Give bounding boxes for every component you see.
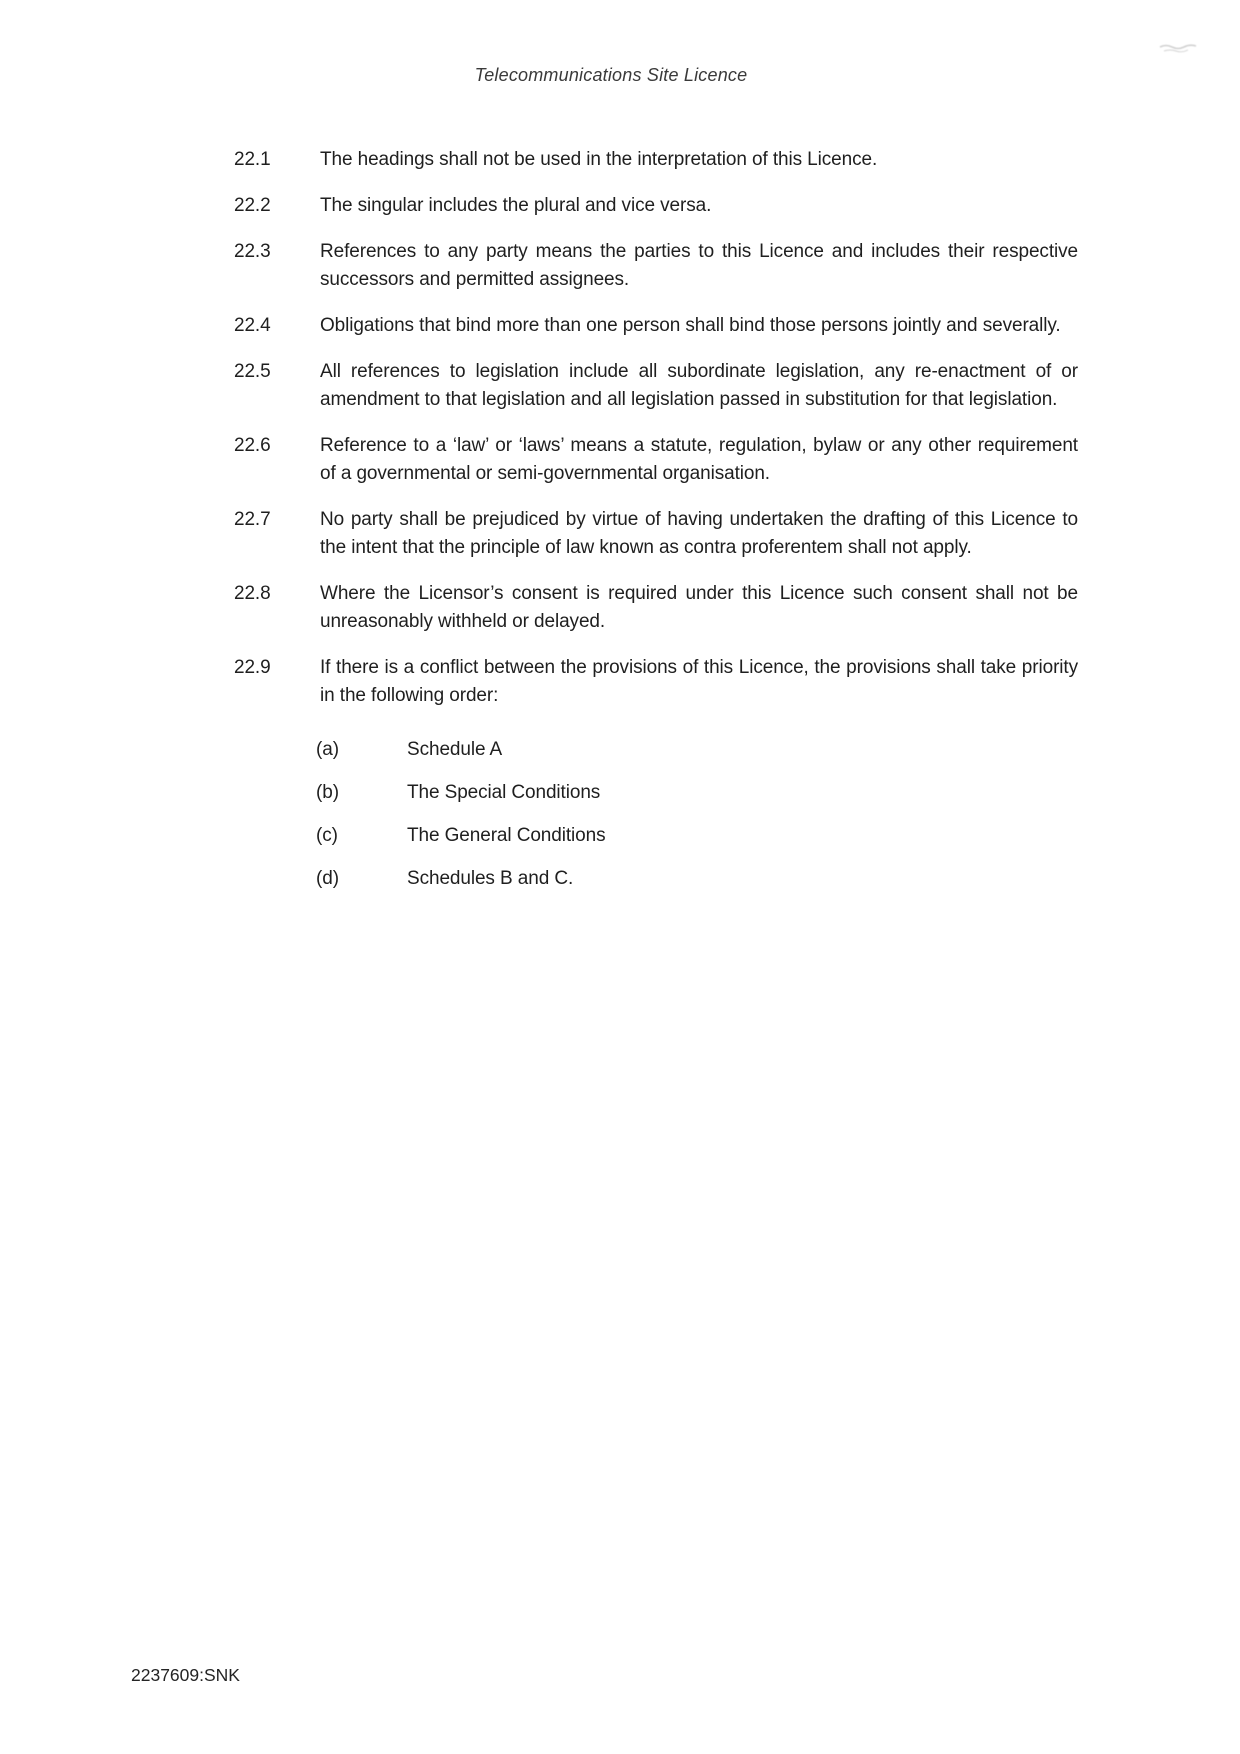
- clause-number: 22.4: [234, 315, 271, 336]
- subclause-label: (b): [316, 782, 339, 803]
- clause-number: 22.7: [234, 509, 271, 530]
- clause-text: The headings shall not be used in the interpretation of this Licence.: [320, 149, 878, 170]
- clause-number: 22.6: [234, 435, 271, 456]
- subclause-text: The Special Conditions: [407, 782, 601, 803]
- clause-number: 22.2: [234, 195, 271, 216]
- clause-row: [234, 432, 1078, 488]
- clause-text: All references to legislation include all subordinate legislation, any re-enactment of or amendment to that legislation and all legislation passed in substitution for that legislation.: [320, 361, 1078, 410]
- page-header-title: Telecommunications Site Licence: [474, 65, 748, 85]
- clause-text: Reference to a ‘law’ or ‘laws’ means a statute, regulation, bylaw or any other requirement of a governmental or semi-governmental organisation.: [320, 435, 1078, 484]
- clause-number: 22.3: [234, 241, 271, 262]
- clause-row: [234, 580, 1078, 636]
- subclause-label: (d): [316, 868, 339, 889]
- clause-text: No party shall be prejudiced by virtue of having undertaken the drafting of this Licence to the intent that the principle of law known as contra proferentem shall not apply.: [320, 509, 1078, 558]
- subclause-row: [316, 822, 1078, 850]
- clause-text: The singular includes the plural and vice versa.: [320, 195, 712, 216]
- clause-row: [234, 654, 1078, 710]
- clause-list: [234, 146, 1078, 908]
- clause-number: 22.8: [234, 583, 271, 604]
- clause-number: 22.1: [234, 149, 271, 170]
- clause-text: References to any party means the parties to this Licence and includes their respective successors and permitted assignees.: [320, 241, 1078, 290]
- clause-row: [234, 506, 1078, 562]
- clause-number: 22.9: [234, 657, 271, 678]
- clause-text: Obligations that bind more than one person shall bind those persons jointly and severally.: [320, 315, 1061, 336]
- clause-row: [234, 146, 1078, 174]
- clause-row: [234, 192, 1078, 220]
- subclause-label: (a): [316, 739, 339, 760]
- subclause-text: The General Conditions: [407, 825, 606, 846]
- subclause-text: Schedules B and C.: [407, 868, 574, 889]
- subclause-text: Schedule A: [407, 739, 503, 760]
- subclause-row: [316, 779, 1078, 807]
- clause-row: [234, 358, 1078, 414]
- subclause-row: [316, 736, 1078, 764]
- subclause-row: [316, 865, 1078, 893]
- priority-order-list: [316, 736, 1078, 893]
- footer-document-reference: 2237609:SNK: [131, 1665, 240, 1685]
- clause-text: If there is a conflict between the provisions of this Licence, the provisions shall take priority in the following order:: [320, 657, 1078, 706]
- clause-row: [234, 238, 1078, 294]
- subclause-label: (c): [316, 825, 338, 846]
- clause-row: [234, 312, 1078, 340]
- clause-text: Where the Licensor’s consent is required under this Licence such consent shall not be unreasonably withheld or delayed.: [320, 583, 1078, 632]
- scan-artifact-mark: [1158, 40, 1198, 56]
- clause-number: 22.5: [234, 361, 271, 382]
